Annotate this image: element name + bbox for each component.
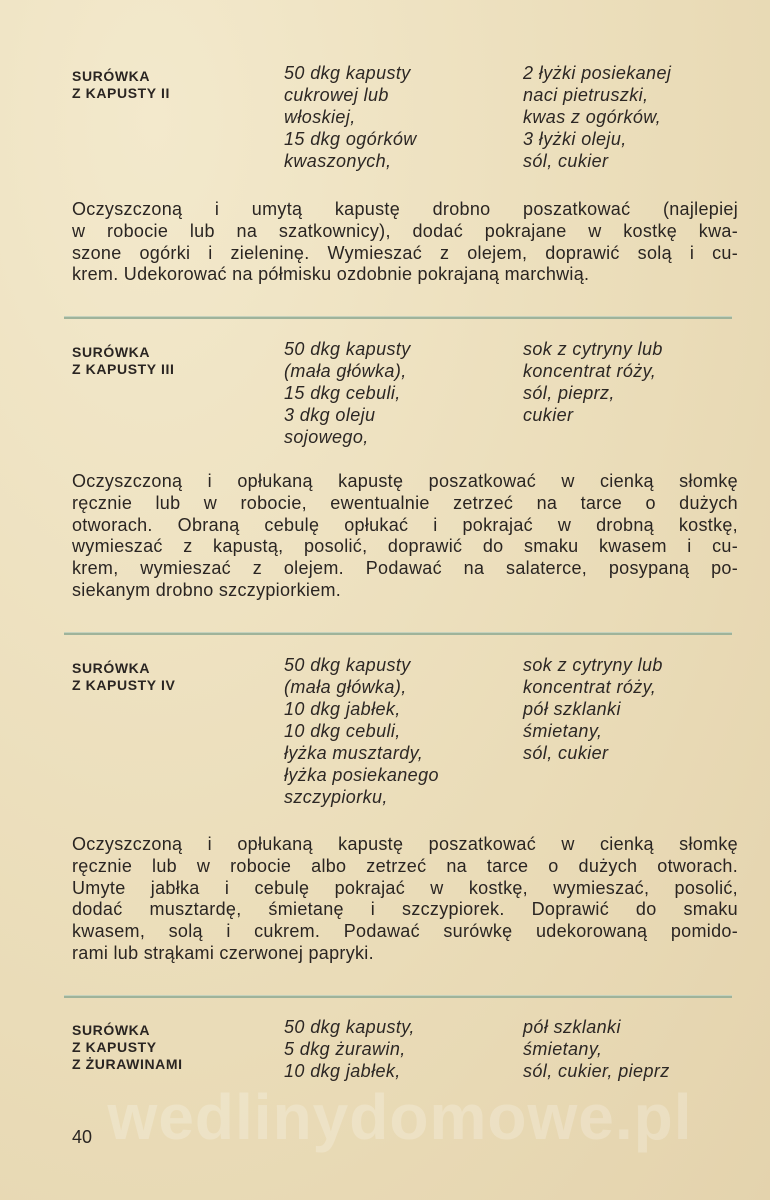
method-line: ręcznie lub w robocie albo zetrzeć na tarce o dużych otworach. <box>72 855 738 876</box>
recipe-method <box>72 471 738 602</box>
ingredient-line: koncentrat róży, <box>523 361 657 381</box>
method-line: kwasem, solą i cukrem. Podawać surówkę udekorowaną pomido- <box>72 921 738 942</box>
method-line: Umyte jabłka i cebulę pokrajać w kostkę, wymieszać, posolić, <box>72 877 738 898</box>
ingredient-line: szczypiorku, <box>284 787 388 807</box>
ingredient-line: naci pietruszki, <box>523 85 649 105</box>
method-line: otworach. Obraną cebulę opłukać i pokrajać w drobną kostkę, <box>72 514 738 535</box>
ingredient-line: włoskiej, <box>284 107 356 127</box>
ingredient-line: śmietany, <box>523 721 603 741</box>
ingredient-line: cukier <box>523 405 574 425</box>
recipe-title-line: SURÓWKA <box>72 344 151 360</box>
recipe-title-line: SURÓWKA <box>72 660 151 676</box>
recipe-title <box>72 344 174 378</box>
ingredient-line: łyżka posiekanego <box>284 765 439 785</box>
ingredient-line: 2 łyżki posiekanej <box>523 63 672 83</box>
ingredient-line: 50 dkg kapusty <box>284 63 411 83</box>
recipe-title-line: Z KAPUSTY II <box>72 85 170 101</box>
ingredients-column-2 <box>523 654 663 764</box>
method-line: szone ogórki i zieleninę. Wymieszać z olejem, doprawić solą i cu- <box>72 242 738 263</box>
ingredient-line: łyżka musztardy, <box>284 743 424 763</box>
ingredient-line: 10 dkg cebuli, <box>284 721 401 741</box>
ingredient-line: sól, cukier <box>523 151 609 171</box>
ingredients-column-1 <box>284 338 411 448</box>
ingredients-column-1 <box>284 1016 415 1082</box>
ingredient-line: sól, cukier <box>523 743 609 763</box>
method-line: rami lub strąkami czerwonej papryki. <box>72 942 374 963</box>
ingredient-line: 5 dkg żurawin, <box>284 1039 406 1059</box>
recipe-title-line: Z KAPUSTY <box>72 1039 157 1055</box>
ingredient-line: 50 dkg kapusty <box>284 655 411 675</box>
ingredients-column-2 <box>523 338 663 426</box>
ingredients-column-2 <box>523 62 671 172</box>
recipe-title-line: Z KAPUSTY IV <box>72 677 176 693</box>
method-line: Oczyszczoną i umytą kapustę drobno poszatkować (najlepiej <box>72 199 738 219</box>
recipe-title-line: Z KAPUSTY III <box>72 361 175 377</box>
ingredient-line: (mała główka), <box>284 361 407 381</box>
ingredient-line: kwas z ogórków, <box>523 107 662 127</box>
ingredient-line: 50 dkg kapusty <box>284 339 411 359</box>
ingredient-line: 10 dkg jabłek, <box>284 699 401 719</box>
method-line: w robocie lub na szatkownicy), dodać pokrajane w kostkę kwa- <box>72 220 738 241</box>
ingredient-line: 3 łyżki oleju, <box>523 129 627 149</box>
recipe-title-line: Z ŻURAWINAMI <box>72 1056 183 1072</box>
method-line: siekanym drobno szczypiorkiem. <box>72 579 342 600</box>
recipe-title <box>72 68 170 102</box>
ingredients-column-1 <box>284 62 417 172</box>
ingredient-line: 15 dkg cebuli, <box>284 383 401 403</box>
recipe-method <box>72 199 738 286</box>
method-line: wymieszać z kapustą, posolić, doprawić do smaku kwasem i cu- <box>72 536 738 557</box>
ingredient-line: 10 dkg jabłek, <box>284 1061 401 1081</box>
method-line: Oczyszczoną i opłukaną kapustę poszatkować w cienką słomkę <box>72 471 738 491</box>
ingredient-line: sól, pieprz, <box>523 383 615 403</box>
recipe-title-line: SURÓWKA <box>72 68 151 84</box>
ingredient-line: cukrowej lub <box>284 85 389 105</box>
ingredient-line: kwaszonych, <box>284 151 392 171</box>
ingredient-line: śmietany, <box>523 1039 603 1059</box>
ingredient-line: pół szklanki <box>523 699 621 719</box>
ingredient-line: 3 dkg oleju <box>284 405 376 425</box>
ingredient-line: (mała główka), <box>284 677 407 697</box>
method-line: ręcznie lub w robocie, ewentualnie zetrzeć na tarce o dużych <box>72 492 738 513</box>
ingredient-line: pół szklanki <box>523 1017 621 1037</box>
watermark: wedlinydomowe.pl <box>107 1081 693 1153</box>
ingredient-line: sok z cytryny lub <box>523 655 663 675</box>
section-divider <box>64 316 732 319</box>
method-line: dodać musztardę, śmietanę i szczypiorek. Doprawić do smaku <box>72 899 738 920</box>
page-number: 40 <box>72 1127 93 1147</box>
ingredient-line: sól, cukier, pieprz <box>523 1061 670 1081</box>
ingredient-line: sok z cytryny lub <box>523 339 663 359</box>
ingredients-column-1 <box>284 654 439 808</box>
ingredient-line: 15 dkg ogórków <box>284 129 417 149</box>
ingredient-line: 50 dkg kapusty, <box>284 1017 415 1037</box>
recipe-method <box>72 834 738 965</box>
recipe-title <box>72 660 175 694</box>
section-divider <box>64 632 732 635</box>
section-divider <box>64 995 732 998</box>
method-line: krem, wymieszać z olejem. Podawać na salaterce, posypaną po- <box>72 558 738 579</box>
method-line: krem. Udekorować na półmisku ozdobnie pokrajaną marchwią. <box>72 264 590 285</box>
recipe-title <box>72 1022 183 1073</box>
ingredient-line: sojowego, <box>284 427 369 447</box>
method-line: Oczyszczoną i opłukaną kapustę poszatkować w cienką słomkę <box>72 834 738 854</box>
ingredients-column-2 <box>523 1016 670 1082</box>
ingredient-line: koncentrat róży, <box>523 677 657 697</box>
recipe-title-line: SURÓWKA <box>72 1022 151 1038</box>
